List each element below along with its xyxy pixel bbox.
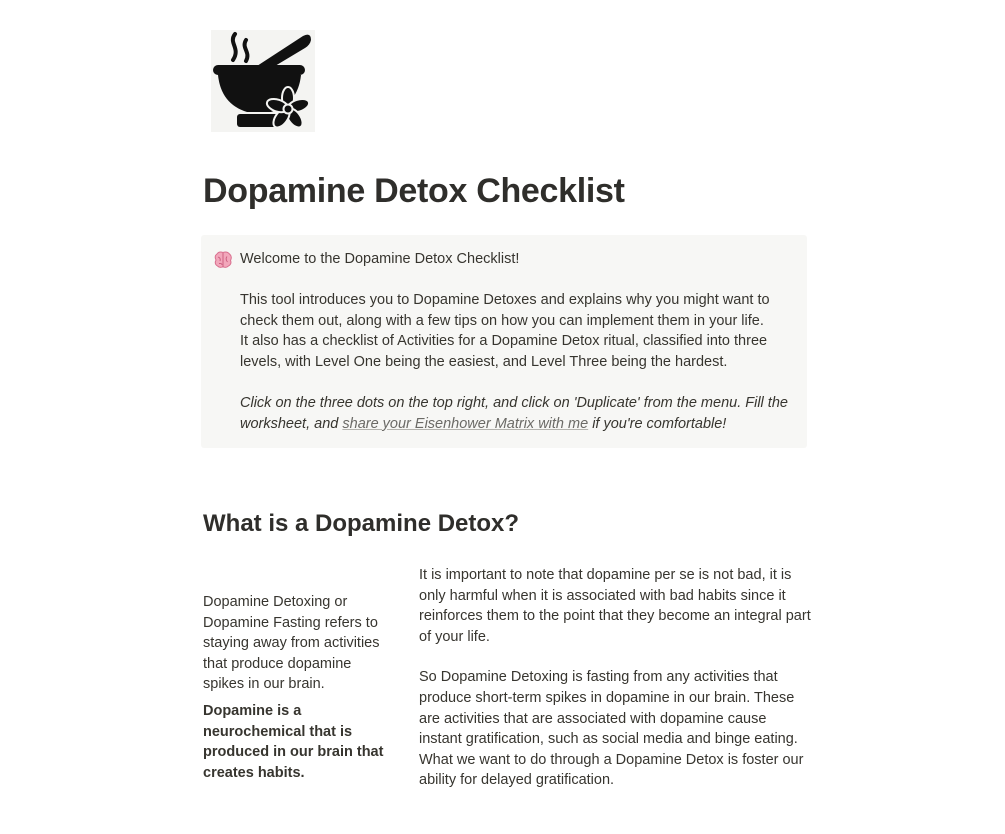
right-column[interactable] [419,565,811,791]
share-matrix-link[interactable]: share your Eisenhower Matrix with me [342,415,589,432]
mortar-pestle-icon[interactable] [211,30,315,132]
page-title[interactable]: Dopamine Detox Checklist [203,172,625,210]
right-column-paragraph-2: So Dopamine Detoxing is fasting from any activities that produce short-term spikes in dopamine in our brain. These are activities that are associated with dopamine cause instant gratification, such as social media and binge eating. What we want to do through a Dopamine Detox is foster our ability for delayed gratification. [419,669,804,789]
left-column-bold-text: Dopamine is a neurochemical that is produced in our brain that creates habits. [203,702,384,781]
callout-checklist-text: It also has a checklist of Activities for a Dopamine Detox ritual, classified into three levels, with Level One being the easiest, and Level Three being the hardest. [240,333,768,370]
instruction-end: if you're comfortable! [588,415,727,432]
callout-body[interactable] [240,249,800,434]
brain-icon[interactable] [213,251,233,269]
callout-welcome: Welcome to the Dopamine Detox Checklist! [240,251,520,267]
callout-intro: This tool introduces you to Dopamine Detoxes and explains why you might want to check them out, along with a few tips on how you can implement them in your life. [240,292,770,329]
instruction-start: Click on the three dots on the top right, and click on 'Duplicate' from the menu. Fill the worksheet, and [240,395,788,432]
left-column[interactable] [203,592,388,783]
left-column-text: Dopamine Detoxing or Dopamine Fasting refers to staying away from activities that produce dopamine spikes in our brain. [203,594,380,693]
welcome-callout [201,235,807,448]
section-heading[interactable]: What is a Dopamine Detox? [203,510,520,537]
callout-instruction [240,393,800,434]
right-column-paragraph-1: It is important to note that dopamine per se is not bad, it is only harmful when it is associated with bad habits since it reinforces them to the point that they become an integral part of your life. [419,567,811,645]
